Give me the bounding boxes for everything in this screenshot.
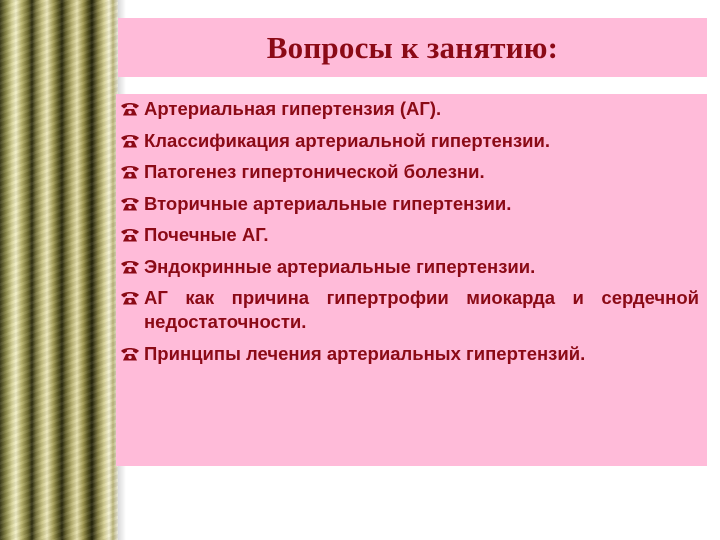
list-item [120, 286, 699, 334]
list-item-text: Патогенез гипертонической болезни. [144, 161, 485, 182]
telephone-icon [120, 97, 144, 121]
telephone-icon [120, 286, 144, 310]
list-item-text: Классификация артериальной гипертензии. [144, 129, 551, 151]
list-item-text: Эндокринные артериальные гипертензии. [144, 255, 536, 277]
list-item-text: Артериальная гипертензия (АГ). [144, 98, 442, 119]
list-item [120, 255, 699, 279]
list-item [120, 342, 699, 366]
list-item [120, 192, 699, 216]
list-item [120, 223, 699, 247]
telephone-icon [120, 342, 144, 366]
slide-title: Вопросы к занятию: [266, 29, 559, 65]
telephone-icon [120, 223, 144, 247]
list-item-text: Вторичные артериальные гипертензии. [144, 192, 512, 214]
list-item [120, 160, 699, 184]
topic-list [116, 94, 707, 366]
telephone-icon [120, 192, 144, 216]
content-panel [116, 94, 707, 466]
list-item [120, 97, 699, 121]
list-item-text: Почечные АГ. [144, 224, 269, 245]
list-item [120, 129, 699, 153]
telephone-icon [120, 255, 144, 279]
decorative-column [0, 0, 118, 540]
list-item-text: Принципы лечения артериальных гипертензий. [144, 342, 586, 364]
telephone-icon [120, 160, 144, 184]
telephone-icon [120, 129, 144, 153]
title-panel [118, 18, 707, 77]
list-item-text: АГ как причина гипертрофии миокарда и сердечной недостаточности. [144, 287, 699, 332]
